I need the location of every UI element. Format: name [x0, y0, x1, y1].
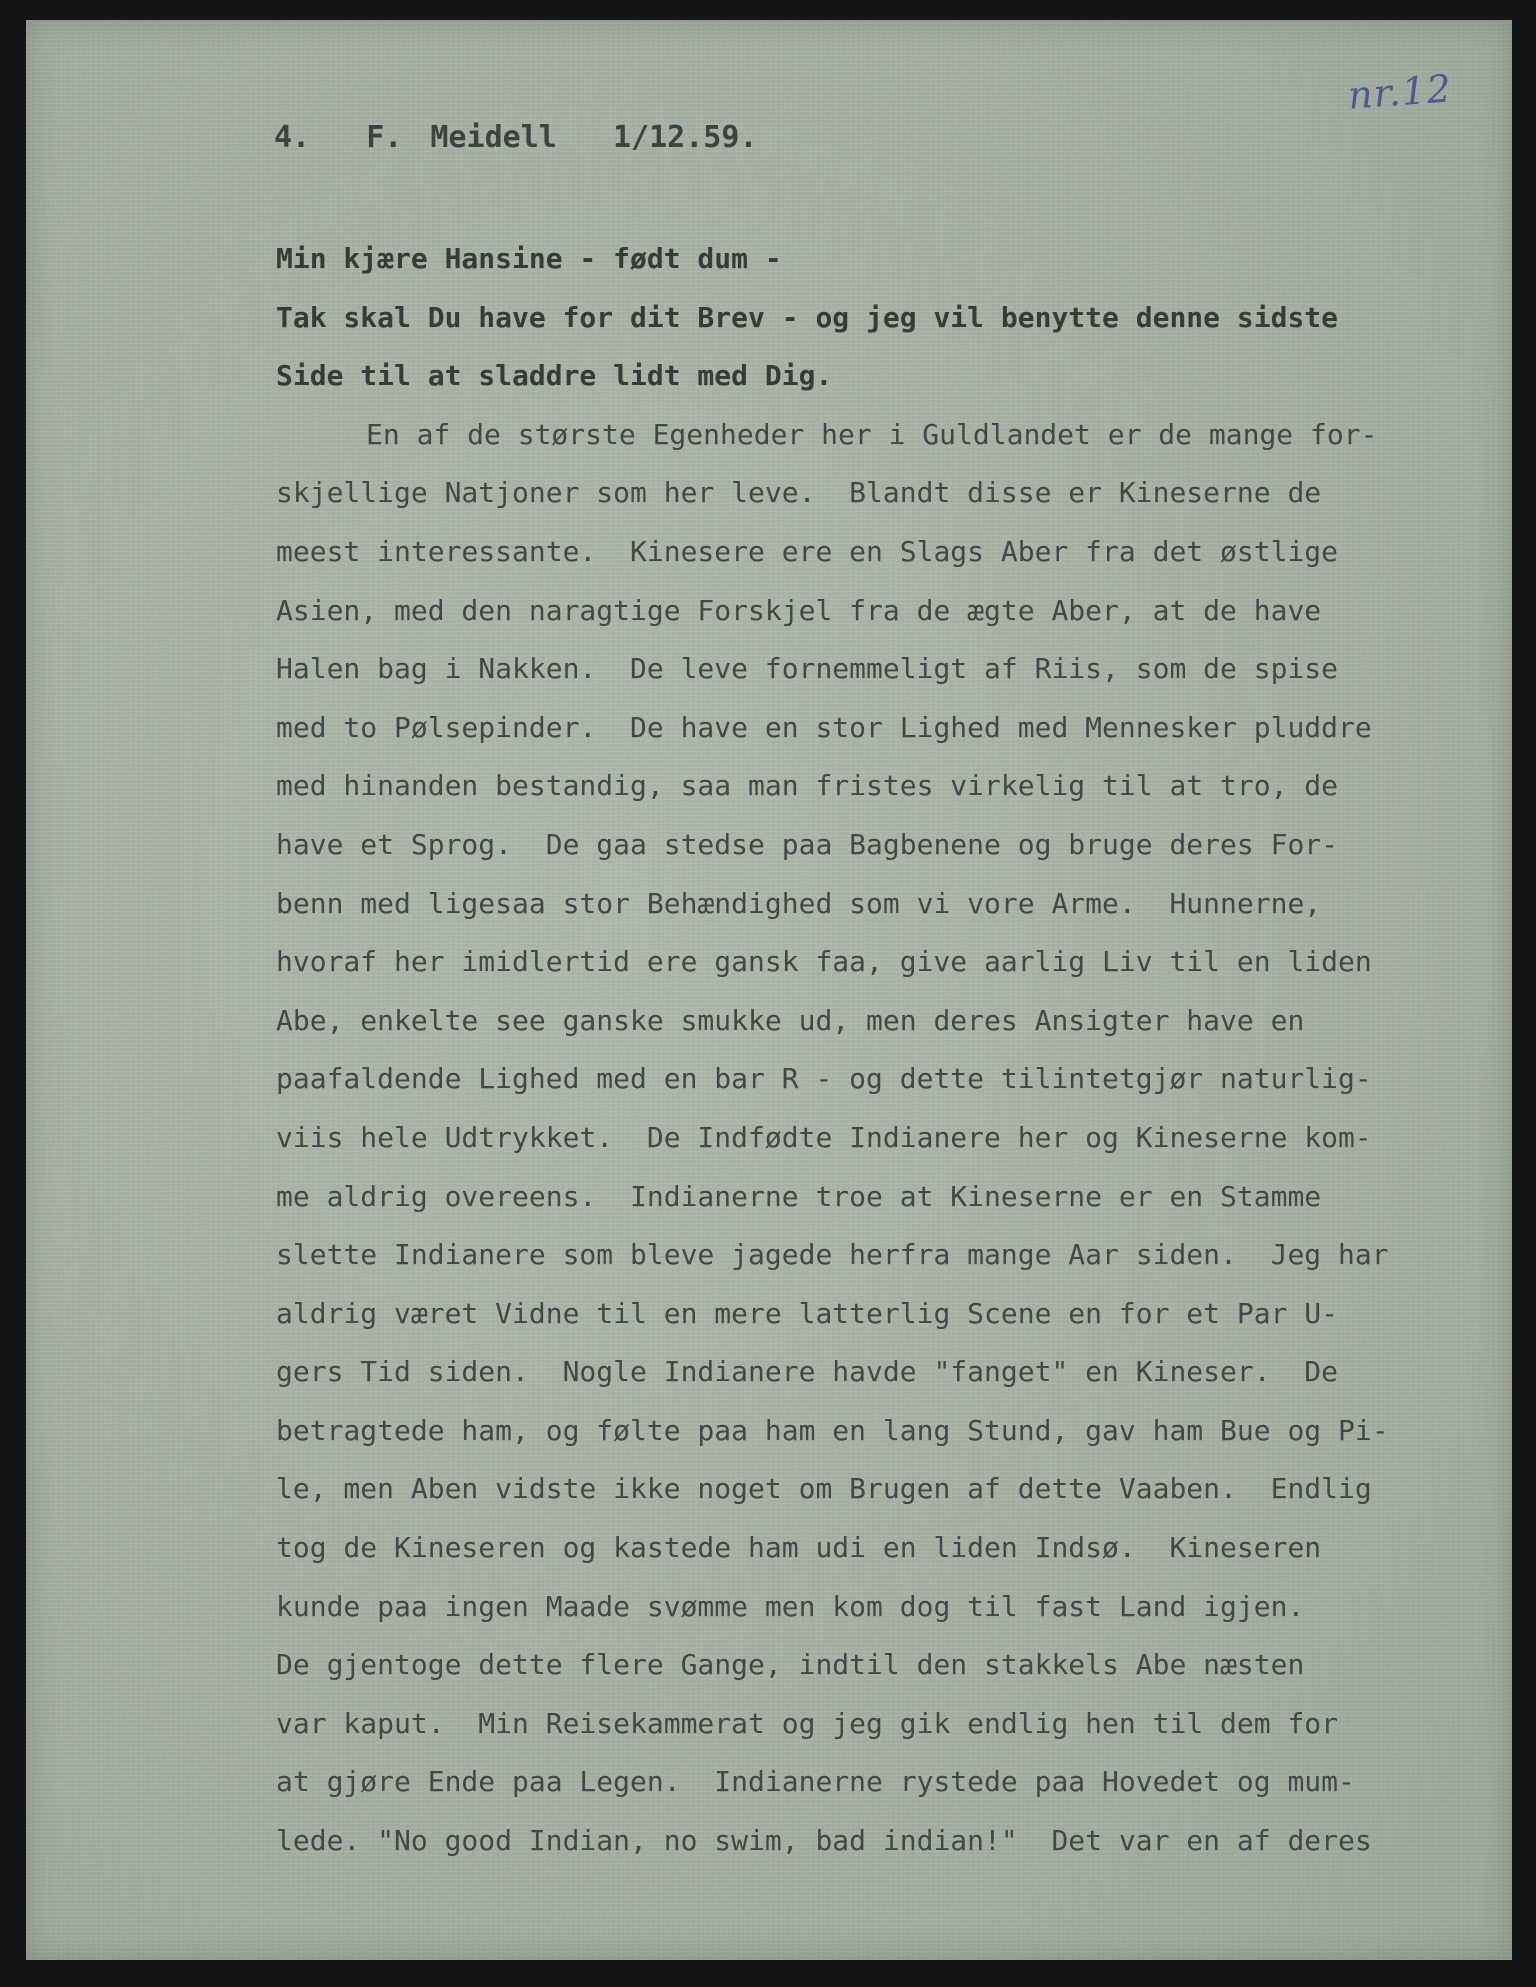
text-line-17: me aldrig overeens. Indianerne troe at Kineserne er en Stamme: [276, 1179, 1322, 1213]
text-line-15: paafaldende Lighed med en bar R - og dette tilintetgjør naturlig-: [276, 1062, 1372, 1096]
text-line-26: var kaput. Min Reisekammerat og jeg gik endlig hen til dem for: [276, 1706, 1339, 1740]
text-line-19: aldrig været Vidne til en mere latterlig Scene en for et Par U-: [276, 1296, 1339, 1330]
archive-number-mark: nr.12: [1346, 66, 1454, 118]
text-line-23: tog de Kineseren og kastede ham udi en liden Indsø. Kineseren: [276, 1531, 1322, 1565]
text-line-8: Halen bag i Nakken. De leve fornemmeligt af Riis, som de spise: [276, 652, 1339, 686]
text-line-16: viis hele Udtrykket. De Indfødte Indianere her og Kineserne kom-: [276, 1120, 1372, 1154]
text-line-6: meest interessante. Kinesere ere en Slags Aber fra det østlige: [276, 534, 1339, 568]
text-line-20: gers Tid siden. Nogle Indianere havde "fanget" en Kineser. De: [276, 1355, 1339, 1389]
text-line-27: at gjøre Ende paa Legen. Indianerne rystede paa Hovedet og mum-: [276, 1765, 1355, 1799]
letter-body: [276, 230, 1456, 1871]
text-line-11: have et Sprog. De gaa stedse paa Bagbenene og bruge deres For-: [276, 827, 1339, 861]
text-line-21: betragtede ham, og følte paa ham en lang Stund, gav ham Bue og Pi-: [276, 1413, 1389, 1447]
text-line-1: Min kjære Hansine - født dum -: [276, 242, 782, 275]
text-line-28: lede. "No good Indian, no swim, bad indian!" Det var en af deres: [276, 1824, 1372, 1858]
text-line-2: Tak skal Du have for dit Brev - og jeg vil benytte denne sidste: [276, 300, 1339, 334]
text-line-9: med to Pølsepinder. De have en stor Lighed med Mennesker pluddre: [276, 710, 1372, 744]
text-line-24: kunde paa ingen Maade svømme men kom dog til fast Land igjen.: [276, 1589, 1305, 1623]
text-line-22: le, men Aben vidste ikke noget om Brugen af dette Vaaben. Endlig: [276, 1472, 1372, 1506]
text-line-5: skjellige Natjoner som her leve. Blandt disse er Kineserne de: [276, 476, 1322, 510]
text-line-10: med hinanden bestandig, saa man fristes virkelig til at tro, de: [276, 769, 1339, 803]
text-line-25: De gjentoge dette flere Gange, indtil den stakkels Abe næsten: [276, 1648, 1305, 1682]
text-line-14: Abe, enkelte see ganske smukke ud, men deres Ansigter have en: [276, 1003, 1305, 1037]
text-line-13: hvoraf her imidlertid ere gansk faa, give aarlig Liv til en liden: [276, 945, 1372, 979]
text-line-7: Asien, med den naragtige Forskjel fra de ægte Aber, at de have: [276, 593, 1322, 627]
text-line-4: En af de største Egenheder her i Guldlandet er de mange for-: [366, 417, 1378, 451]
text-line-12: benn med ligesaa stor Behændighed som vi vore Arme. Hunnerne,: [276, 886, 1322, 920]
text-line-3: Side til at sladdre lidt med Dig.: [276, 359, 833, 393]
text-line-18: slette Indianere som bleve jagede herfra mange Aar siden. Jeg har: [276, 1238, 1389, 1272]
typewritten-letter-page: [26, 20, 1512, 1960]
letter-heading: 4. F. Meidell 1/12.59.: [274, 120, 758, 155]
